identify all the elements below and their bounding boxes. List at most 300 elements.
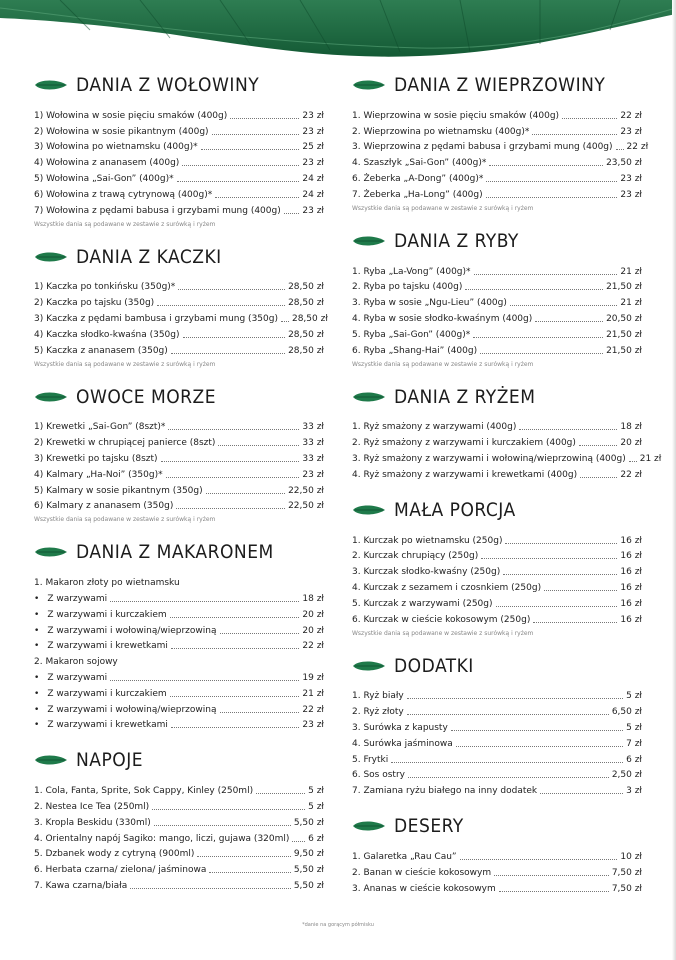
dot-leader	[166, 477, 300, 478]
menu-item-name: 4) Kalmary „Ha-Noi” (350g)*	[34, 469, 163, 480]
dot-leader	[544, 590, 617, 591]
leaf-icon	[34, 391, 68, 403]
menu-item	[352, 594, 642, 610]
leaf-icon	[34, 546, 68, 558]
right-column	[352, 70, 662, 909]
dot-leader	[176, 508, 285, 509]
menu-item-name: • Z warzywami i wołowiną/wieprzowiną	[34, 705, 217, 716]
menu-item-price: 20,50 zł	[606, 313, 642, 324]
menu-item	[352, 610, 642, 626]
menu-item	[352, 153, 642, 169]
menu-item-price: 20 zł	[620, 438, 642, 449]
menu-item	[34, 465, 324, 481]
leaf-icon	[34, 79, 68, 91]
menu-item-price: 21 zł	[639, 453, 662, 464]
menu-item-name: 3) Krewetki po tajsku (8szt)	[34, 453, 158, 464]
menu-item-price: 20 zł	[302, 625, 324, 636]
menu-item-price: 23 zł	[620, 189, 642, 200]
menu-item-name: 6. Herbata czarna/ zielona/ jaśminowa	[34, 865, 207, 876]
section-title: DANIA Z WOŁOWINY	[76, 74, 260, 96]
menu-item	[34, 637, 324, 653]
menu-item-name: • Z warzywami i wołowiną/wieprzowiną	[34, 626, 217, 637]
section-header	[352, 651, 642, 681]
menu-item	[352, 325, 642, 341]
menu-item	[34, 700, 324, 716]
menu-item	[352, 718, 642, 734]
banana-leaf-banner	[0, 0, 676, 60]
menu-item-price: 9,50 zł	[293, 849, 324, 860]
menu-item-price: 28,50 zł	[288, 282, 324, 293]
menu-item-name: 1. Makaron złoty po wietnamsku	[34, 578, 180, 589]
menu-item-price: 22,50 zł	[288, 501, 324, 512]
dot-leader	[110, 601, 299, 602]
menu-item-name: 2) Krewetki w chrupiącej panierce (8szt)	[34, 438, 216, 449]
menu-item-price: 5,50 zł	[293, 865, 324, 876]
menu-item-name: 7. Żeberka „Ha-Long” (400g)	[352, 189, 483, 200]
section-header	[34, 242, 324, 272]
dot-leader	[562, 118, 617, 119]
menu-item-price: 18 zł	[302, 593, 324, 604]
menu-item-name: 4) Wołowina z ananasem (400g)	[34, 158, 180, 169]
dot-leader	[489, 165, 603, 166]
dot-leader	[503, 574, 617, 575]
section-title: DANIA Z MAKARONEM	[76, 541, 274, 564]
menu-item	[352, 687, 642, 703]
menu-section	[352, 651, 642, 798]
menu-item-name: 7) Wołowina z pędami babusa i grzybami mung (400g)	[34, 205, 281, 216]
menu-section	[34, 70, 324, 228]
dot-leader	[292, 841, 305, 842]
section-title: DANIA Z RYBY	[394, 229, 519, 252]
menu-item-name: 3) Wołowina po wietnamsku (400g)*	[34, 142, 198, 153]
menu-item-price: 21,50 zł	[606, 282, 642, 293]
menu-item	[352, 138, 649, 154]
dot-leader	[629, 461, 637, 462]
menu-item	[352, 309, 642, 325]
menu-item-price: 5,50 zł	[293, 817, 324, 828]
menu-item-price: 5 zł	[308, 786, 324, 797]
section-title: DANIA Z KACZKI	[76, 245, 222, 268]
menu-item-name: 1. Kurczak po wietnamsku (250g)	[352, 535, 503, 546]
menu-item	[34, 201, 324, 217]
menu-item-price: 6,50 zł	[611, 707, 642, 718]
menu-item	[34, 122, 324, 138]
menu-item	[352, 293, 642, 309]
menu-item	[34, 797, 324, 813]
dot-leader	[171, 648, 300, 649]
menu-item-name: 1. Cola, Fanta, Sprite, Sok Cappy, Kinley (250ml)	[34, 786, 254, 797]
menu-item-price: 16 zł	[620, 614, 642, 625]
menu-item-price: 23 zł	[302, 110, 324, 121]
menu-item-name: 6) Kalmary z ananasem (350g)	[34, 501, 174, 512]
menu-section	[34, 537, 324, 731]
menu-section	[352, 382, 662, 481]
menu-item-name: 1. Wieprzowina w sosie pięciu smaków (400g)	[352, 110, 560, 121]
menu-item-name: 3. Ananas w cieście kokosowym	[352, 883, 496, 894]
section-title: OWOCE MORZE	[76, 385, 217, 408]
section-note: Wszystkie dania są podawane w zestawie z surówką i ryżem	[352, 204, 534, 212]
menu-item-name: 5) Kalmary w sosie pikantnym (350g)	[34, 485, 203, 496]
menu-item-name: 4. Ryż smażony z warzywami i krewetkami (400g)	[352, 469, 578, 480]
menu-item-name: 6) Wołowina z trawą cytrynową (400g)*	[34, 189, 213, 200]
menu-item-price: 23 zł	[620, 126, 642, 137]
dot-leader	[177, 181, 300, 182]
menu-item	[34, 341, 324, 357]
menu-item-price: 23 zł	[302, 126, 324, 137]
menu-section	[352, 811, 642, 894]
section-header	[352, 70, 642, 100]
section-note: Wszystkie dania są podawane w zestawie z surówką i ryżem	[34, 220, 216, 228]
menu-item-name: 7. Kawa czarna/biała	[34, 880, 128, 891]
menu-item	[34, 876, 324, 892]
menu-item-name: 6. Sos ostry	[352, 770, 405, 781]
section-title: NAPOJE	[76, 749, 144, 772]
leaf-icon	[34, 754, 68, 766]
dot-leader	[182, 165, 299, 166]
section-title: DESERY	[394, 815, 464, 838]
dot-leader	[474, 274, 618, 275]
menu-item-name: 4) Kaczka słodko-kwaśna (350g)	[34, 329, 180, 340]
menu-item-price: 21 zł	[620, 298, 642, 309]
dot-leader	[407, 698, 623, 699]
dot-leader	[170, 617, 300, 618]
menu-item	[34, 433, 324, 449]
menu-section	[34, 745, 324, 892]
menu-item	[352, 879, 642, 895]
dot-leader	[230, 118, 299, 119]
dot-leader	[579, 445, 617, 446]
menu-item-name: • Z warzywami i kurczakiem	[34, 689, 167, 700]
menu-item-name: 6. Żeberka „A-Dong” (400g)*	[352, 173, 484, 184]
menu-item-price: 18 zł	[620, 422, 642, 433]
menu-item-name: 3. Ryba w sosie „Ngu-Lieu” (400g)	[352, 298, 507, 309]
menu-item-name: 4. Szaszłyk „Sai-Gon” (400g)*	[352, 158, 487, 169]
dot-leader	[110, 680, 299, 681]
dot-leader	[212, 134, 300, 135]
footer-note: *danie na gorącym półmisku	[302, 922, 374, 928]
leaf-icon	[352, 235, 386, 247]
section-header	[352, 226, 642, 256]
dot-leader	[496, 606, 618, 607]
menu-item	[34, 845, 324, 861]
menu-item	[352, 847, 642, 863]
menu-item	[352, 122, 642, 138]
menu-section	[34, 242, 328, 368]
menu-item-name: • Z warzywami i krewetkami	[34, 641, 168, 652]
menu-item-name: 1) Kaczka po tonkińsku (350g)*	[34, 282, 176, 293]
menu-item	[352, 578, 642, 594]
menu-item-name: 7. Zamiana ryżu białego na inny dodatek	[352, 786, 538, 797]
menu-item-price: 16 zł	[620, 551, 642, 562]
leaf-icon	[352, 391, 386, 403]
menu-item-price: 10 zł	[620, 851, 642, 862]
menu-item-price: 22 zł	[302, 704, 324, 715]
dot-leader	[580, 477, 617, 478]
dot-leader	[465, 289, 603, 290]
menu-item-name: 3. Surówka z kapusty	[352, 722, 448, 733]
menu-item-name: 3. Kropla Beskidu (330ml)	[34, 817, 151, 828]
menu-item	[34, 652, 324, 668]
menu-item-price: 22 zł	[620, 469, 642, 480]
menu-item	[352, 449, 662, 465]
menu-item	[352, 750, 642, 766]
leaf-icon	[34, 251, 68, 263]
section-header	[34, 70, 324, 100]
menu-item-price: 7 zł	[626, 738, 642, 749]
dot-leader	[408, 777, 609, 778]
menu-item	[34, 781, 324, 797]
menu-item-name: 5. Ryba „Sai-Gon” (400g)*	[352, 329, 471, 340]
menu-item-price: 33 zł	[302, 438, 324, 449]
menu-item-price: 23 zł	[620, 173, 642, 184]
section-title: MAŁA PORCJA	[394, 498, 516, 521]
menu-item-price: 24 zł	[302, 173, 324, 184]
dot-leader	[130, 888, 291, 889]
menu-item-name: 4. Kurczak z sezamem i czosnkiem (250g)	[352, 582, 542, 593]
menu-item-price: 23,50 zł	[606, 158, 642, 169]
menu-item-price: 28,50 zł	[288, 329, 324, 340]
menu-item-name: 2. Ryż złoty	[352, 707, 404, 718]
menu-item	[352, 562, 642, 578]
menu-item	[34, 573, 324, 589]
menu-item	[34, 106, 324, 122]
menu-item	[34, 829, 324, 845]
menu-section	[352, 226, 642, 368]
menu-item	[34, 716, 324, 732]
menu-item	[34, 497, 324, 513]
dot-leader	[480, 353, 603, 354]
dot-leader	[451, 730, 623, 731]
menu-section	[34, 382, 324, 524]
dot-leader	[201, 149, 300, 150]
menu-item	[34, 138, 324, 154]
dot-leader	[532, 134, 617, 135]
menu-item-price: 6 zł	[308, 833, 324, 844]
dot-leader	[535, 321, 603, 322]
menu-item-name: 3. Wieprzowina z pędami babusa i grzybami mung (400g)	[352, 142, 613, 153]
menu-item-name: 1. Galaretka „Rau Cau”	[352, 851, 457, 862]
dot-leader	[494, 875, 609, 876]
dot-leader	[533, 622, 617, 623]
menu-item	[34, 278, 324, 294]
menu-item-price: 7,50 zł	[611, 867, 642, 878]
menu-item	[34, 169, 324, 185]
menu-item-price: 28,50 zł	[288, 298, 324, 309]
menu-item-name: 2. Nestea Ice Tea (250ml)	[34, 801, 150, 812]
menu-item-name: 1. Ryba „La-Vong” (400g)*	[352, 266, 471, 277]
menu-item-price: 33 zł	[302, 422, 324, 433]
menu-item-name: 2. Ryba po tajsku (400g)	[352, 282, 463, 293]
menu-item-name: 5) Wołowina „Sai-Gon” (400g)*	[34, 173, 174, 184]
menu-item-price: 23 zł	[302, 158, 324, 169]
dot-leader	[616, 149, 624, 150]
dot-leader	[215, 197, 299, 198]
section-header	[34, 745, 324, 775]
menu-item-name: 5. Kurczak z warzywami (250g)	[352, 598, 493, 609]
menu-item-price: 22,50 zł	[288, 485, 324, 496]
menu-item-price: 5 zł	[626, 722, 642, 733]
menu-item-price: 6 zł	[626, 754, 642, 765]
section-note: Wszystkie dania są podawane w zestawie z surówką i ryżem	[352, 360, 534, 368]
dot-leader	[407, 714, 609, 715]
menu-item	[34, 813, 324, 829]
menu-section	[352, 70, 649, 212]
dot-leader	[220, 633, 300, 634]
dot-leader	[161, 461, 300, 462]
dot-leader	[206, 493, 285, 494]
dot-leader	[499, 891, 609, 892]
leaf-icon	[352, 79, 386, 91]
dot-leader	[220, 712, 300, 713]
menu-item-price: 5 zł	[308, 801, 324, 812]
menu-item-name: • Z warzywami i kurczakiem	[34, 610, 167, 621]
menu-item	[34, 449, 324, 465]
menu-item	[352, 278, 642, 294]
menu-item-name: 2) Kaczka po tajsku (350g)	[34, 298, 155, 309]
section-title: DANIA Z RYŻEM	[394, 385, 536, 408]
menu-item	[34, 589, 324, 605]
dot-leader	[486, 197, 618, 198]
menu-item-name: 2. Ryż smażony z warzywami i kurczakiem (400g)	[352, 438, 576, 449]
menu-item	[352, 547, 642, 563]
menu-item-name: 5. Frytki	[352, 754, 389, 765]
dot-leader	[183, 337, 286, 338]
menu-item-name: 4. Surówka jaśminowa	[352, 738, 453, 749]
dot-leader	[154, 825, 291, 826]
menu-item-name: 5. Dzbanek wody z cytryną (900ml)	[34, 849, 195, 860]
menu-item-price: 5 zł	[626, 691, 642, 702]
menu-item-price: 20 zł	[302, 609, 324, 620]
dot-leader	[178, 289, 285, 290]
menu-item-price: 22 zł	[620, 110, 642, 121]
menu-section	[352, 495, 642, 637]
dot-leader	[510, 305, 618, 306]
section-title: DANIA Z WIEPRZOWINY	[394, 74, 606, 96]
section-header	[352, 382, 642, 412]
menu-item	[352, 433, 642, 449]
section-note: Wszystkie dania są podawane w zestawie z surówką i ryżem	[352, 629, 534, 637]
menu-item-name: 1) Krewetki „Sai-Gon” (8szt)*	[34, 422, 166, 433]
menu-item-name: 4. Orientalny napój Sagiko: mango, liczi, gujawa (320ml)	[34, 833, 290, 844]
dot-leader	[170, 696, 300, 697]
menu-item	[352, 465, 642, 481]
menu-item-price: 3 zł	[626, 786, 642, 797]
menu-item-price: 22 zł	[626, 142, 649, 153]
menu-item-price: 16 zł	[620, 598, 642, 609]
leaf-icon	[352, 504, 386, 516]
menu-item	[34, 293, 324, 309]
menu-item	[352, 734, 642, 750]
menu-item-name: 4. Ryba w sosie słodko-kwaśnym (400g)	[352, 313, 533, 324]
dot-leader	[519, 429, 617, 430]
menu-item-name: 2) Wołowina w sosie pikantnym (400g)	[34, 126, 209, 137]
dot-leader	[284, 213, 300, 214]
menu-item	[352, 766, 642, 782]
section-note: Wszystkie dania są podawane w zestawie z surówką i ryżem	[34, 360, 216, 368]
menu-item-name: 2. Kurczak chrupiący (250g)	[352, 551, 479, 562]
menu-item-price: 22 zł	[302, 641, 324, 652]
menu-item	[34, 481, 324, 497]
menu-item-price: 33 zł	[302, 453, 324, 464]
dot-leader	[505, 543, 617, 544]
menu-item	[352, 418, 642, 434]
menu-item	[352, 106, 642, 122]
section-header	[34, 537, 324, 567]
menu-item	[34, 325, 324, 341]
menu-item-name: 6. Kurczak w cieście kokosowym (250g)	[352, 614, 531, 625]
menu-item-name: 6. Ryba „Shang-Hai” (400g)	[352, 345, 478, 356]
menu-item	[34, 668, 324, 684]
menu-item-name: 3) Kaczka z pędami bambusa i grzybami mung (350g)	[34, 313, 278, 324]
menu-item	[352, 863, 642, 879]
menu-item-name: 1. Ryż biały	[352, 691, 404, 702]
menu-item-name: • Z warzywami i krewetkami	[34, 720, 168, 731]
menu-item-price: 21,50 zł	[606, 345, 642, 356]
menu-item-name: 5) Kaczka z ananasem (350g)	[34, 345, 168, 356]
section-header	[34, 382, 324, 412]
menu-item-name: • Z warzywami	[34, 594, 107, 605]
dot-leader	[460, 859, 618, 860]
dot-leader	[456, 746, 623, 747]
section-title: DODATKI	[394, 654, 474, 677]
menu-item-price: 21 zł	[620, 266, 642, 277]
menu-item-name: 2. Makaron sojowy	[34, 657, 118, 668]
menu-item-price: 2,50 zł	[611, 770, 642, 781]
menu-item-price: 16 zł	[620, 567, 642, 578]
dot-leader	[391, 762, 623, 763]
menu-item	[352, 702, 642, 718]
left-column	[34, 70, 328, 906]
menu-item	[34, 309, 328, 325]
menu-item-name: 3. Kurczak słodko-kwaśny (250g)	[352, 567, 501, 578]
menu-item-price: 21 zł	[302, 688, 324, 699]
menu-item-price: 16 zł	[620, 535, 642, 546]
dot-leader	[171, 353, 285, 354]
dot-leader	[256, 793, 305, 794]
leaf-icon	[352, 820, 386, 832]
menu-item-price: 25 zł	[302, 142, 324, 153]
menu-item	[352, 531, 642, 547]
menu-item	[352, 185, 642, 201]
menu-item	[34, 684, 324, 700]
menu-item-name: 1) Wołowina w sosie pięciu smaków (400g)	[34, 110, 228, 121]
menu-item	[34, 621, 324, 637]
menu-item	[352, 781, 642, 797]
menu-item-price: 23 zł	[302, 469, 324, 480]
menu-item-price: 19 zł	[302, 672, 324, 683]
leaf-icon	[352, 660, 386, 672]
menu-item	[352, 341, 642, 357]
menu-item	[352, 262, 642, 278]
dot-leader	[168, 429, 299, 430]
dot-leader	[473, 337, 603, 338]
dot-leader	[171, 727, 300, 728]
dot-leader	[157, 305, 285, 306]
menu-item-name: 2. Banan w cieście kokosowym	[352, 867, 492, 878]
menu-item-price: 5,50 zł	[293, 880, 324, 891]
menu-item-name: • Z warzywami	[34, 673, 107, 684]
menu-item-price: 23 zł	[302, 205, 324, 216]
menu-item-price: 23 zł	[302, 720, 324, 731]
menu-item-name: 3. Ryż smażony z warzywami i wołowiną/wieprzowiną (400g)	[352, 453, 626, 464]
menu-item-price: 16 zł	[620, 582, 642, 593]
menu-item	[352, 169, 642, 185]
dot-leader	[218, 445, 299, 446]
menu-item-price: 7,50 zł	[611, 883, 642, 894]
menu-item-price: 21,50 zł	[606, 329, 642, 340]
dot-leader	[540, 793, 623, 794]
dot-leader	[481, 558, 617, 559]
